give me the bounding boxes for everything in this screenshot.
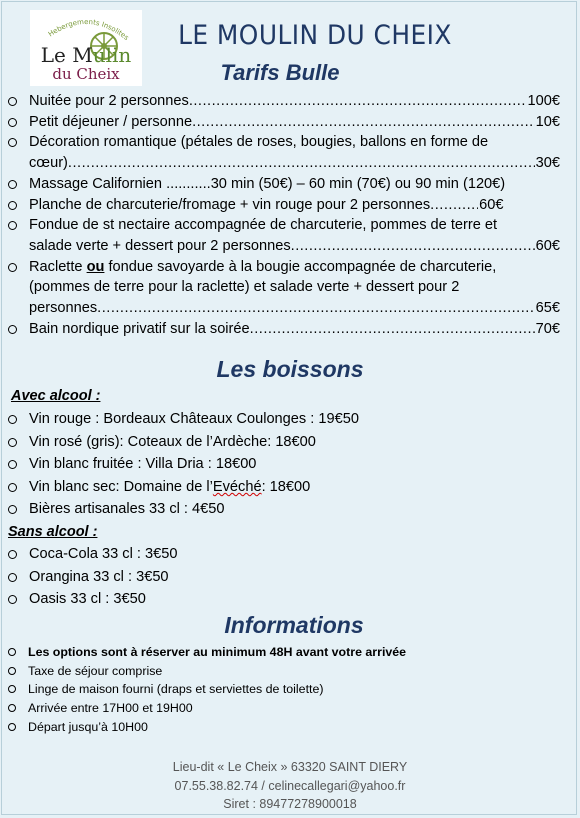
tarifs-list <box>0 91 560 339</box>
tarif-item: Petit déjeuner / personne ..... 10€ <box>0 112 560 133</box>
footer <box>0 758 580 814</box>
section-title-informations: Informations <box>224 612 364 638</box>
bullet-icon <box>8 704 16 712</box>
footer-contact[interactable]: 07.55.38.82.74 / celinecallegari@yahoo.fr <box>174 778 406 793</box>
bullet-icon <box>8 483 17 492</box>
drink-item: Oasis 33 cl : 3€50 <box>0 588 177 611</box>
tarif-item: Nuitée pour 2 personnes ..... 100€ <box>0 91 560 112</box>
section-title-boissons: Les boissons <box>216 356 364 382</box>
drink-item: Vin rouge : Bordeaux Châteaux Coulonges : 19€50 <box>0 408 359 431</box>
info-item: Taxe de séjour comprise <box>0 662 406 681</box>
footer-siret: Siret : 89477278900018 <box>223 797 357 812</box>
bullet-icon <box>8 325 17 334</box>
bullet-icon <box>8 201 17 210</box>
info-item: Départ jusqu’à 10H00 <box>0 718 406 737</box>
logo <box>30 10 142 86</box>
drink-item: Bières artisanales 33 cl : 4€50 <box>0 498 359 521</box>
tarif-item: Bain nordique privatif sur la soirée ..... 70€ <box>0 319 560 340</box>
logo-line-2: du Cheix <box>52 65 120 83</box>
bullet-icon <box>8 415 17 424</box>
bullet-icon <box>8 460 17 469</box>
drink-item: Orangina 33 cl : 3€50 <box>0 566 177 589</box>
drink-item: Vin blanc fruitée : Villa Dria : 18€00 <box>0 453 359 476</box>
tarif-item: Fondue de st nectaire accompagnée de charcuterie, pommes de terre et salade verte + dessert pour 2 personnes ..... 60€ <box>0 215 560 256</box>
bullet-icon <box>8 573 17 582</box>
bullet-icon <box>8 438 17 447</box>
bullet-icon <box>8 97 17 106</box>
informations-list <box>0 643 406 737</box>
svg-text:Hebergements Insolites: Hebergements Insolites <box>46 17 131 42</box>
info-item: Linge de maison fourni (draps et serviettes de toilette) <box>0 680 406 699</box>
bullet-icon <box>8 118 17 127</box>
tarif-item: Planche de charcuterie/fromage + vin rouge pour 2 personnes ..... 60€ <box>0 195 560 216</box>
section-title-tarifs: Tarifs Bulle <box>220 60 340 85</box>
bullet-icon <box>8 138 17 147</box>
bullet-icon <box>8 595 17 604</box>
tarif-item: Décoration romantique (pétales de roses, bougies, ballons en forme de cœur) ..... 30€ <box>0 132 560 173</box>
drink-item: Vin rosé (gris): Coteaux de l’Ardèche: 18€00 <box>0 431 359 454</box>
bullet-icon <box>8 550 17 559</box>
footer-address: Lieu-dit « Le Cheix » 63320 SAINT DIERY <box>172 760 408 774</box>
drink-item: Vin blanc sec: Domaine de l’Evéché: 18€00 <box>0 476 359 499</box>
bullet-icon <box>8 723 16 731</box>
drinks-soft-list <box>0 543 177 611</box>
logo-line-1: Le Mulin <box>40 43 132 67</box>
bullet-icon <box>8 180 17 189</box>
bullet-icon <box>8 685 16 693</box>
tarif-item: Massage Californien ...........30 min (50€) – 60 min (70€) ou 90 min (120€) <box>0 174 560 195</box>
subheading-sans-alcool: Sans alcool : <box>8 524 98 540</box>
info-item: Arrivée entre 17H00 et 19H00 <box>0 699 406 718</box>
bullet-icon <box>8 505 17 514</box>
bullet-icon <box>8 667 16 675</box>
bullet-icon <box>8 263 17 272</box>
drink-item: Coca-Cola 33 cl : 3€50 <box>0 543 177 566</box>
info-item: Les options sont à réserver au minimum 48H avant votre arrivée <box>0 643 406 662</box>
tarif-item: Raclette ou fondue savoyarde à la bougie accompagnée de charcuterie, (pommes de terre pour la raclette) et salade verte + dessert pour 2 personnes ..... 65€ <box>0 257 560 319</box>
bullet-icon <box>8 221 17 230</box>
bullet-icon <box>8 648 16 656</box>
subheading-avec-alcool: Avec alcool : <box>11 388 101 404</box>
page-title: LE MOULIN DU CHEIX <box>178 20 452 51</box>
drinks-alcohol-list <box>0 408 359 521</box>
